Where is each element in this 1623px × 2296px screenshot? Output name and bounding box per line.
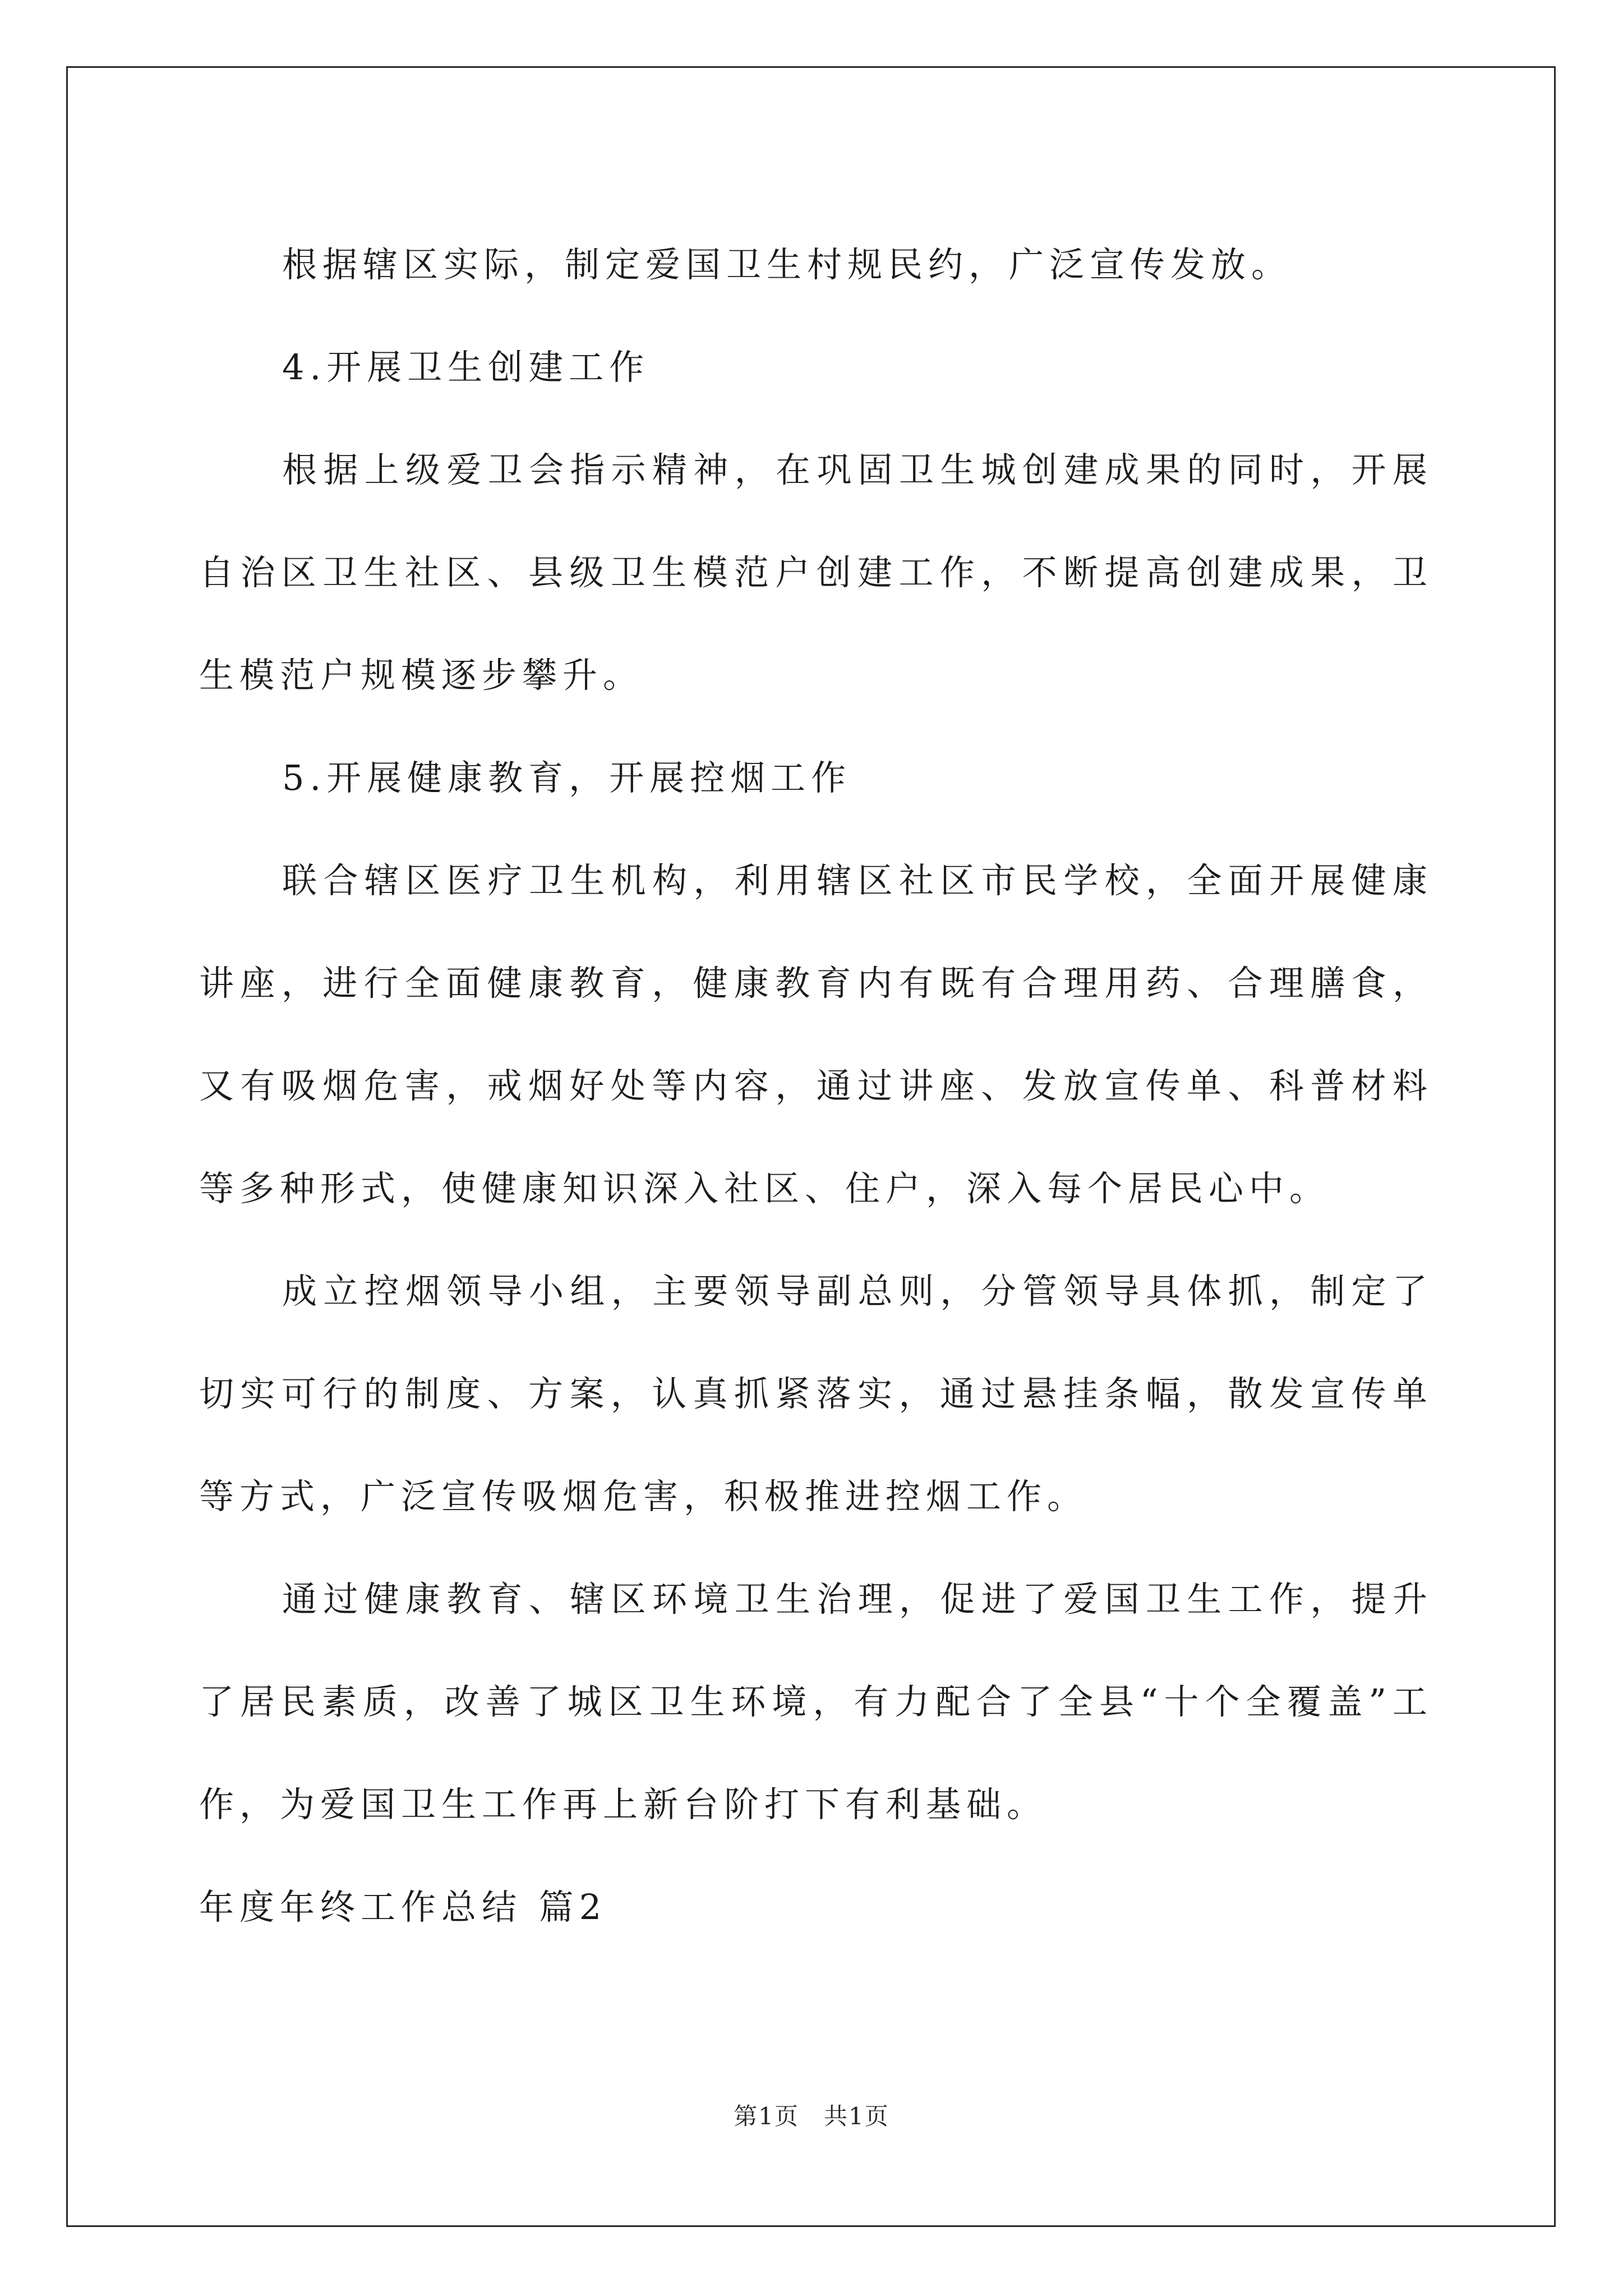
heading-health-creation: 4.开展卫生创建工作 [282,347,650,388]
section-heading: 年度年终工作总结 篇2 [199,1887,607,1927]
heading-health-education: 5.开展健康教育，开展控烟工作 [282,757,852,798]
page-footer: 第1页 共1页 [734,2102,889,2130]
paragraph-village-rules: 根据辖区实际，制定爱国卫生村规民约，广泛宣传发放。 [282,244,1292,285]
paragraph-tobacco-control: 成立控烟领导小组，主要领导副总则，分管领导具体抓，制定了切实可行的制度、方案，认真抓紧落实，通过悬挂条幅，散发宣传单等方式，广泛宣传吸烟危害，积极推进控烟工作。 [199,1271,1433,1517]
paragraph-conclusion: 通过健康教育、辖区环境卫生治理，促进了爱国卫生工作，提升了居民素质，改善了城区卫生环境，有力配合了全县“十个全覆盖”工作，为爱国卫生工作再上新台阶打下有利基础。 [199,1579,1433,1825]
paragraph-health-creation: 根据上级爱卫会指示精神，在巩固卫生城创建成果的同时，开展自治区卫生社区、县级卫生模范户创建工作，不断提高创建成果，卫生模范户规模逐步攀升。 [199,449,1433,696]
paragraph-health-education: 联合辖区医疗卫生机构，利用辖区社区市民学校，全面开展健康讲座，进行全面健康教育，健康教育内有既有合理用药、合理膳食，又有吸烟危害，戒烟好处等内容，通过讲座、发放宣传单、科普材料等多种形式，使健康知识深入社区、住户，深入每个居民心中。 [199,860,1433,1209]
document-body [199,213,1433,1958]
